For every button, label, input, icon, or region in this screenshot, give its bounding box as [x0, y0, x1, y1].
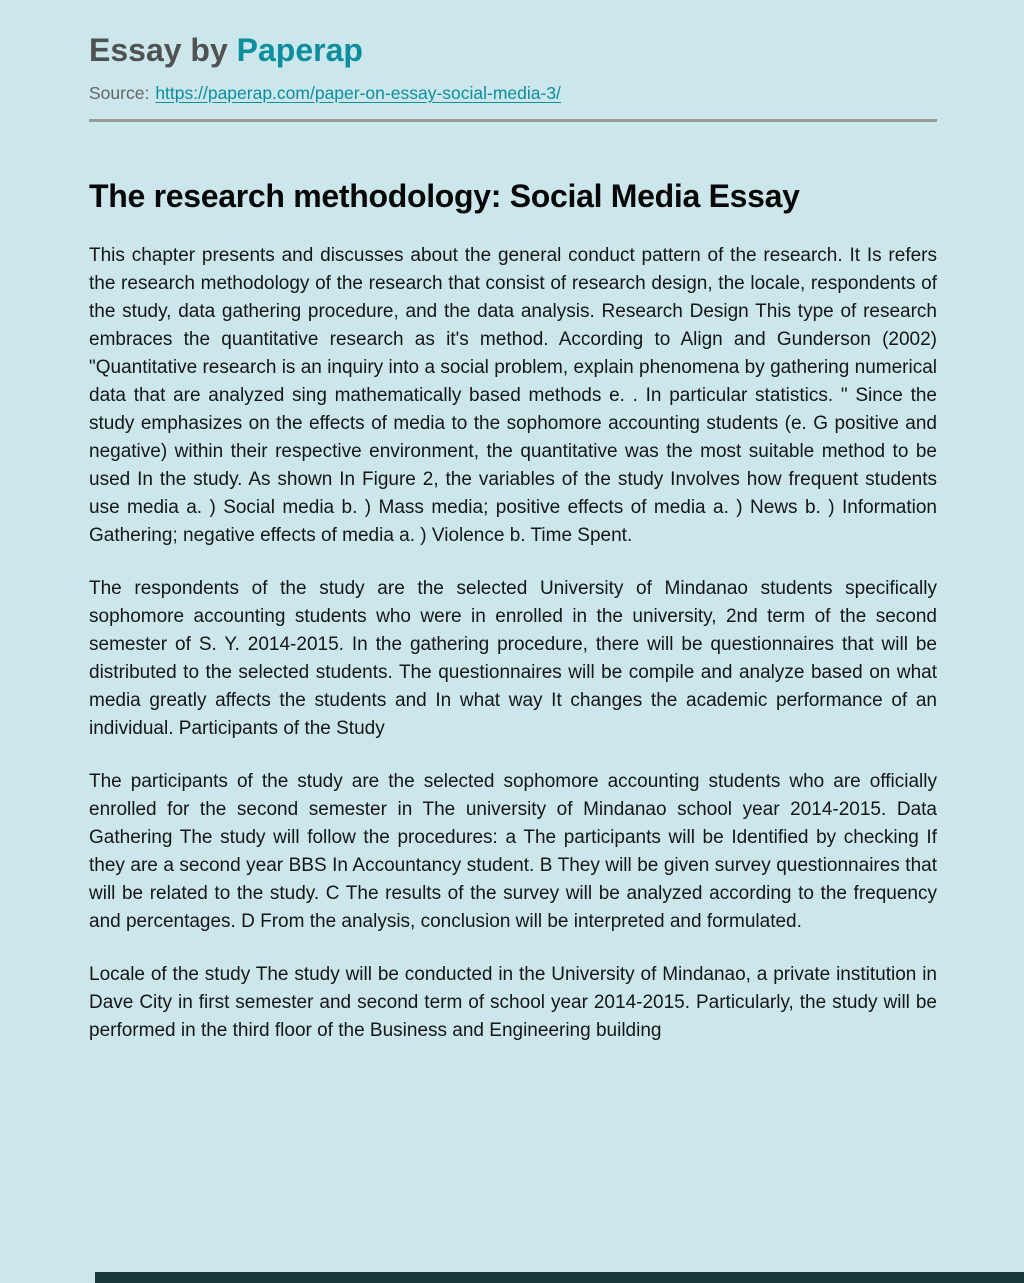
source-line	[89, 83, 937, 104]
article-paragraph: Locale of the study The study will be conducted in the University of Mindanao, a private institution in Dave City in first semester and second term of school year 2014-2015. Particularly, the study will be performed in the third floor of the Business and Engineering building	[89, 964, 937, 1041]
footer-bar	[95, 1272, 1024, 1283]
article-paragraph: This chapter presents and discusses about the general conduct pattern of the research. It Is refers the research methodology of the research that consist of research design, the locale, respondents of the study, data gathering procedure, and the data analysis. Research Design This type of research embraces the quantitative research as it's method. According to Align and Gunderson (2002) "Quantitative research is an inquiry into a social problem, explain phenomena by gathering numerical data that are analyzed sing mathematically based methods e. . In particular statistics. " Since the study emphasizes on the effects of media to the sophomore accounting students (e. G positive and negative) within their respective environment, the quantitative was the most suitable method to be used In the study. As shown In Figure 2, the variables of the study Involves how frequent students use media a. ) Social media b. ) Mass media; positive effects of media a. ) News b. ) Information Gathering; negative effects of media a. ) Violence b. Time Spent.	[89, 245, 937, 546]
article-title: The research methodology: Social Media Essay	[89, 178, 800, 214]
header-divider	[89, 119, 937, 122]
document-header	[89, 30, 937, 122]
site-heading	[89, 30, 937, 70]
article-body	[89, 242, 937, 1045]
source-url-link[interactable]: https://paperap.com/paper-on-essay-social-media-3/	[155, 83, 561, 103]
article-paragraph: The participants of the study are the selected sophomore accounting students who are officially enrolled for the second semester in The university of Mindanao school year 2014-2015. Data Gathering The study will follow the procedures: a The participants will be Identified by checking If they are a second year BBS In Accountancy student. B They will be given survey questionnaires that will be related to the study. C The results of the survey will be analyzed according to the frequency and percentages. D From the analysis, conclusion will be interpreted and formulated.	[89, 771, 937, 932]
brand-link[interactable]: Paperap	[236, 32, 363, 68]
heading-prefix: Essay by	[89, 32, 237, 68]
article-paragraph: The respondents of the study are the selected University of Mindanao students specifically sophomore accounting students who were in enrolled in the university, 2nd term of the second semester of S. Y. 2014-2015. In the gathering procedure, there will be questionnaires that will be distributed to the selected students. The questionnaires will be compile and analyze based on what media greatly affects the students and In what way It changes the academic performance of an individual. Participants of the Study	[89, 578, 937, 739]
source-label: Source:	[89, 83, 150, 103]
